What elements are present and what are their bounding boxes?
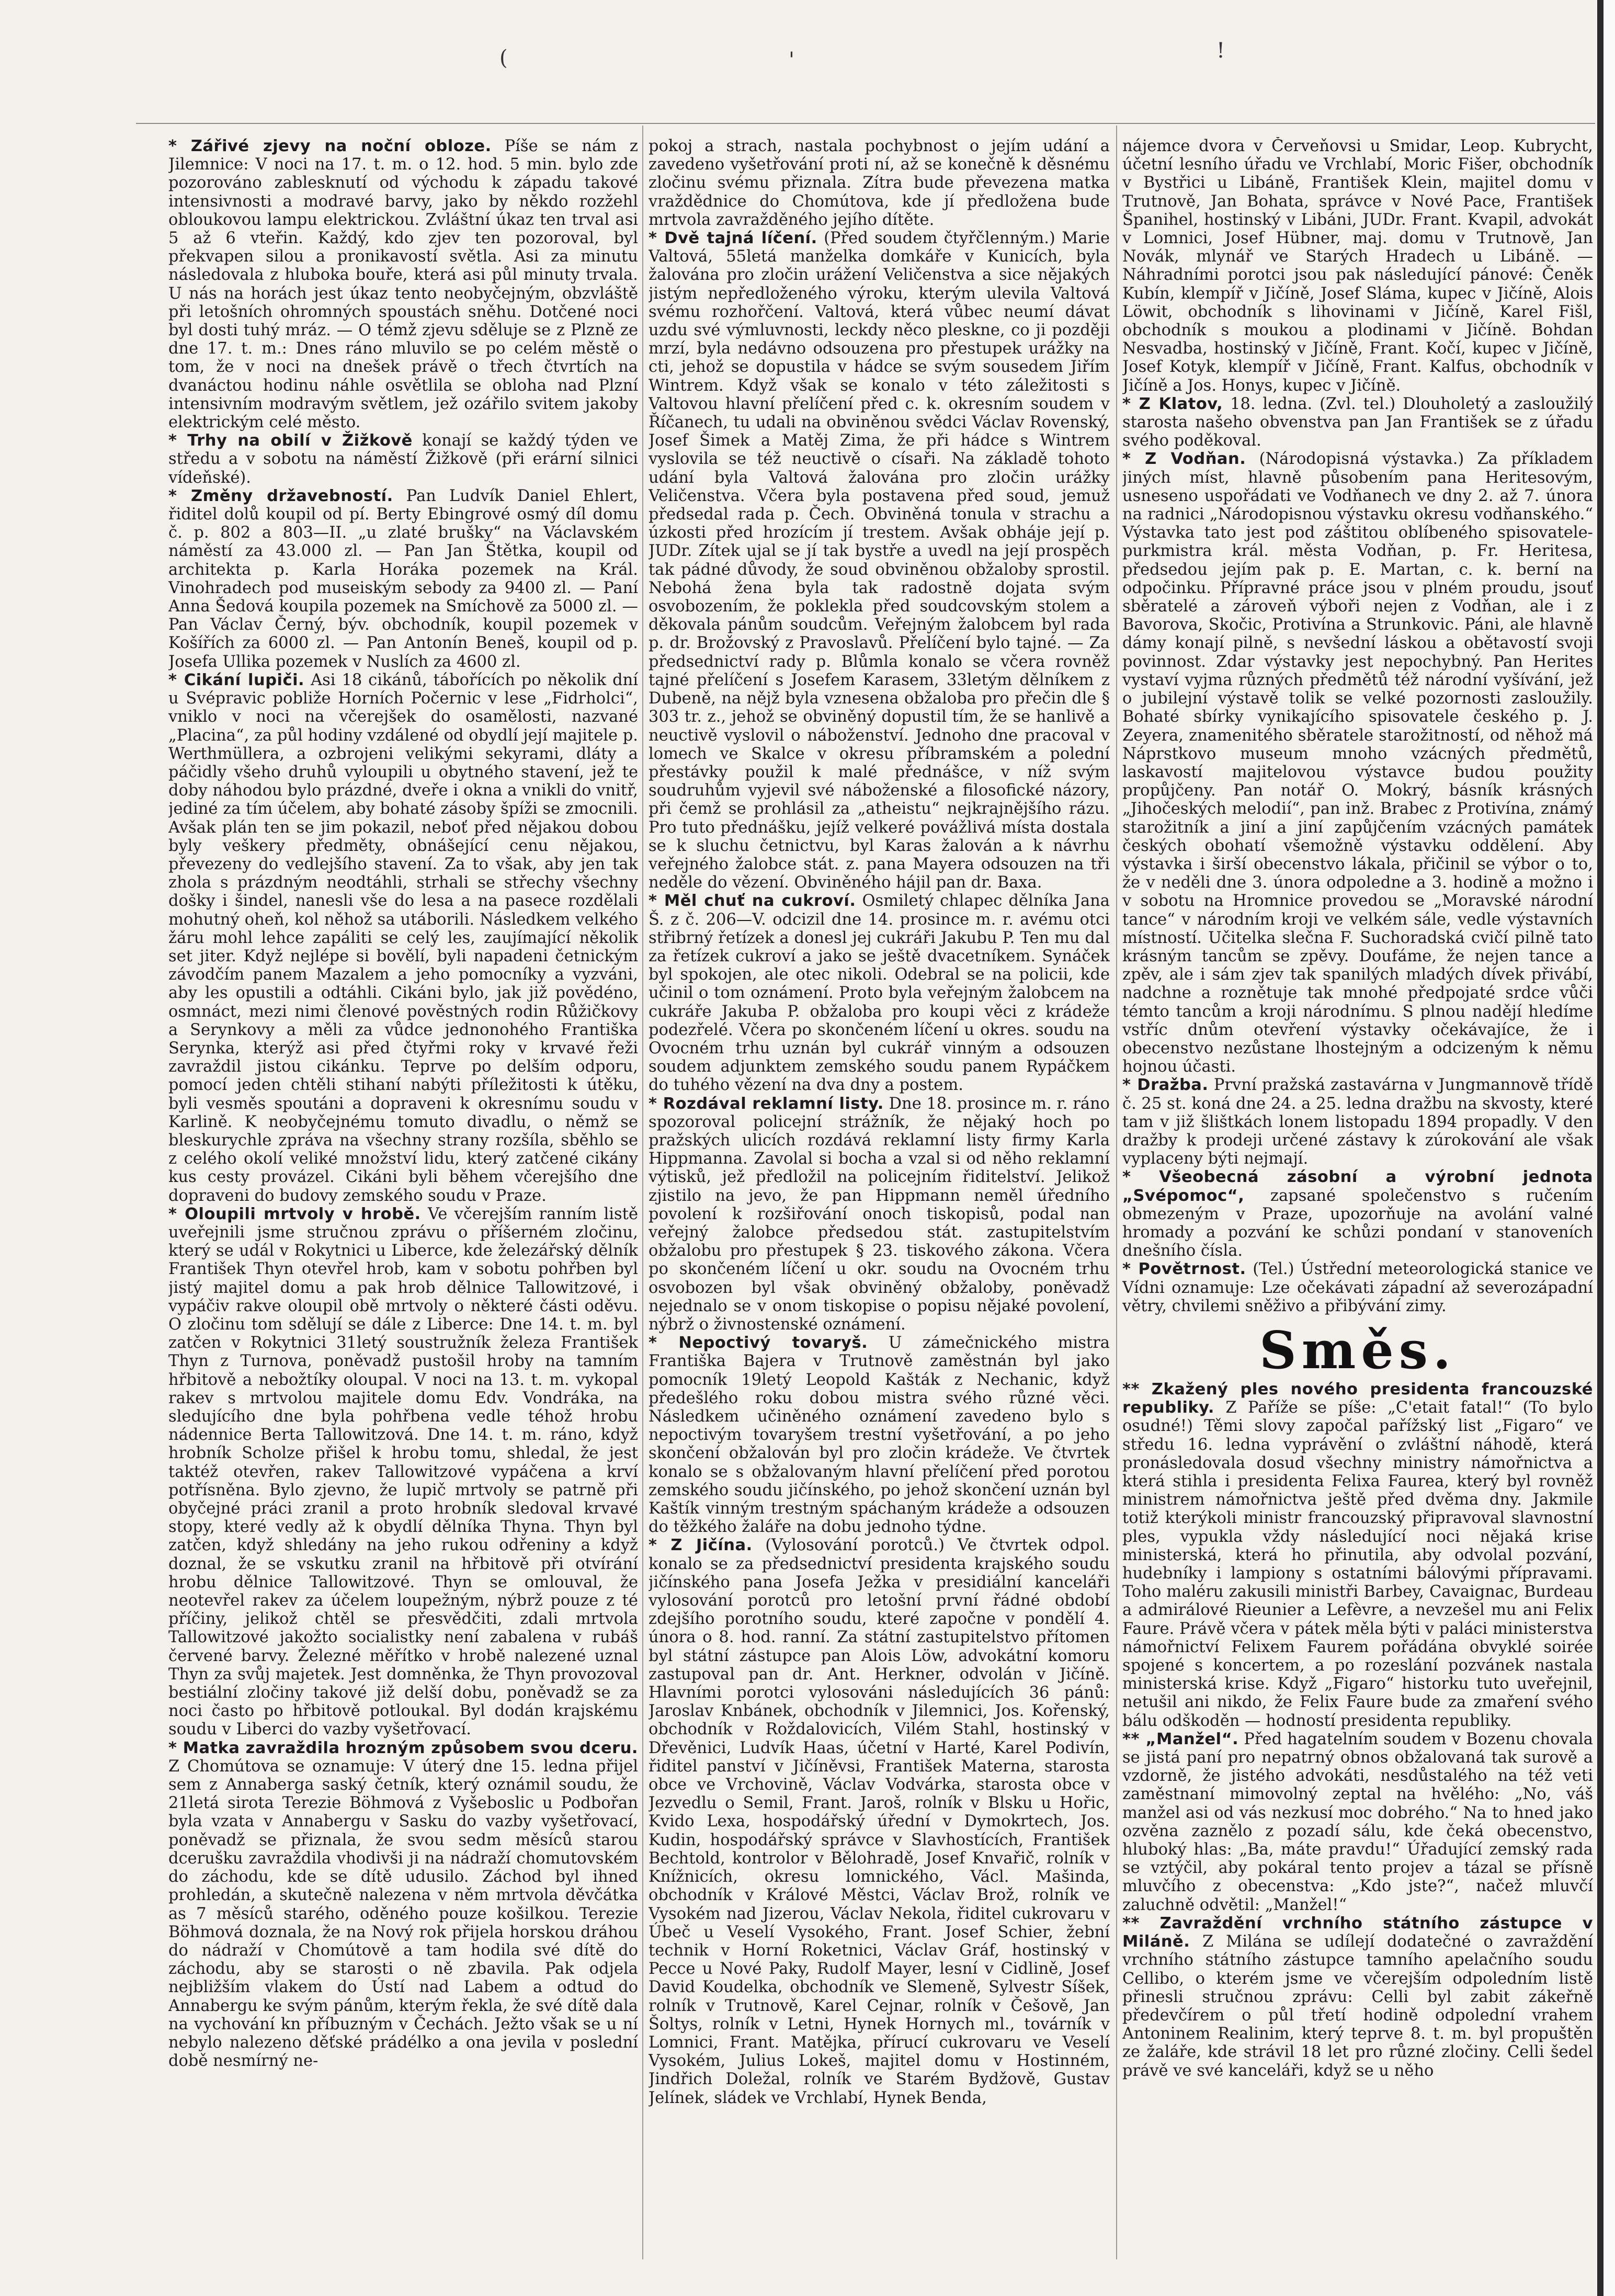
article-body: zapsané společenstvo s ručením obmezeným v Praze, upozorňuje na avolání valné hromady a pozvání ke schůzi pondaní v stanoveních dnešního čísla. [1122, 1186, 1593, 1260]
article-paragraph [1122, 1076, 1593, 1168]
article-headline: * Nepoctivý tovaryš. [649, 1334, 868, 1352]
article-body: pokoj a strach, nastala pochybnost o jejím udání a zavedeno vyšetřování proti ní, až se konečně k děsnému zločinu svému přiznala. Zítra bude převezena matka vraždědnice do Chomútova, kde jí předložena bude mrtvola zavražděného jejího dítěte. [649, 137, 1110, 229]
article-headline: * Z Vodňan. [1122, 450, 1246, 469]
article-body: Asi 18 cikánů, tábořících po několik dní u Svépravic pobliže Horních Počernic v lese „Fidrholci“, vniklo v noci na včerejšek do osamělosti, nazvané „Placina“, za půl hodiny vzdálené od obydlí její majitele p. Werthmüllera, a ozbrojeni velikými sekyrami, dláty a páčidly všeho druhů vyloupili u obytného stavení, jež te doby náhodou bylo prázdné, dveře i okna a vnikli do vnitř, jediné za tím účelem, aby bohaté zásoby špíži se zmocnili. Avšak plán ten se jim pokazil, neboť před nějakou dobou byly veškery předměty, obnášející cenu nějakou, převezeny do vedlejšího stavení. Za to však, aby jen tak zhola s prázdným neodtáhli, strhali se střechy všechny došky i šindel, nanesli vše do lesa a na pasece rozdělali mohutný oheň, kol něhož sa utáborili. Následkem velkého žáru mohl lehce zapáliti se celý les, zaujímající několik set jiter. Když nejlépe si bovělí, byli napadeni četnickým závodčím panem Mazalem a jeho pomocníky a vyzváni, aby les opustili a odtáhli. Cikáni bylo, jak již povědéno, osmnáct, mezi nimi členové pověstných rodin Růžičkovy a Serynkovy a měli za vůdce jednonohého Františka Serynka, kterýž asi před čtyřmi roky v krvavé řeži zavraždil jistou cikánku. Teprve po delším odporu, pomocí jeden chtěli stihaní nabýti příležitosti k útěku, byli vesměs spoutáni a dopraveni k okresnímu soudu v Karlině. K neobyčejnému tomuto divadlu, o němž se bleskurychle zpráva na všechny strany rozšíla, sběhlo se z celého okolí veliké množství lidu, který zatčené cikány kus cesty provázel. Cikáni byli během včerejšího dne dopraveni do budovy zemského soudu v Praze. [168, 670, 638, 1205]
page-mark-left: ( [499, 46, 508, 70]
article-paragraph [1122, 450, 1593, 1076]
column-rule-2 [1116, 126, 1117, 2259]
article-paragraph [168, 1205, 638, 1739]
article-headline: * Trhy na obilí v Žižkově [168, 431, 413, 450]
article-body: Z Chomútova se oznamuje: V úterý dne 15. ledna přijel sem z Annaberga saský četník, který oznámil soudu, že 21letá sirota Terezie Böhmová z Vyšeboslic u Podbořan byla vzata v Annabergu v Sasku do vazby vyšetřovací, poněvadž se přiznala, že svou sedm měsíců starou dcerušku zavraždila vhodivši ji na nádraží chomutovském do záchodu, kde se dítě udusilo. Záchod byl ihned prohledán, a skutečně nalezena v něm mrtvola děvčátka as 7 měsíců starého, oděného pouze košilkou. Terezie Böhmová doznala, že na Nový rok přijela horskou dráhou do nádraží v Chomútově a tam hodila své dítě do záchodu, aby se starosti o ně zbavila. Pak odjela nejbližším vlakem do Ústí nad Labem a odtud do Annabergu ke svým pánům, kterým řekla, že své dítě dala na vychování kn příbuzným v Čechách. Ježto však se u ní nebylo nalezeno děťské prádélko a ona jevila v poslední době nesmírný ne- [168, 1757, 638, 2071]
column-3 [1122, 137, 1593, 2271]
article-paragraph [1122, 1380, 1593, 1730]
article-headline: * Rozdával reklamní listy. [649, 1094, 884, 1113]
article-body: U zámečnického mistra Františka Bajera v Trutnově zaměstnán byl jako pomocník 19letý Leopold Kašták z Nechanic, když předešlého roku dobou mistra svého různé věci. Následkem učiněného oznámení zavedeno bylo s nepoctivým tovaryšem trestní vyšetřování, a po jeho skončení obžalován byl pro zločin krádeže. Ve čtvrtek konalo se s obžalovaným hlavní přelíčení před porotou zemského soudu jičínského, po jehož skončení uznán byl Kaštík vinným trestným spáchaným krádeže a odsouzen do těžkého žaláře na dobu jednoho týdne. [649, 1334, 1110, 1537]
article-paragraph [168, 671, 638, 1205]
section-title: Směs. [1259, 1321, 1457, 1381]
right-edge-bar [1597, 0, 1603, 2296]
article-paragraph [649, 229, 1110, 892]
article-headline: * Dvě tajná líčení. [649, 229, 817, 248]
article-paragraph [649, 892, 1110, 1094]
article-headline: ** „Manžel“. [1122, 1730, 1239, 1748]
article-headline: * Povětrnost. [1122, 1260, 1246, 1279]
article-headline: * Změny državebností. [168, 486, 393, 505]
article-body: Pan Ludvík Daniel Ehlert, řiditel dolů koupil od pí. Berty Ebingrové osmý díl domu č. p. 802 a 803—II. „u zlaté brušky“ na Václavském náměstí za 43.000 zl. — Pan Jan Štětka, koupil od architekta p. Karla Horáka pozemek na Král. Vinohradech pod museiským sebody za 9400 zl. — Paní Anna Šedová koupila pozemek na Smíchově za 5000 zl. — Pan Václav Černý, býv. obchodník, koupil pozemek v Košířích za 6000 zl. — Pan Antonín Beneš, koupil od p. Josefa Ullika pozemek v Nuslích za 4600 zl. [168, 486, 638, 671]
article-headline: ** Zavraždění vrchního státního zástupce v Miláně. [1122, 1914, 1593, 1951]
article-body: První pražská zastavárna v Jungmannově třídě č. 25 st. koná dne 24. a 25. ledna dražbu na skvosty, které tam v již šlištkách lonem listopadu 1894 propadly. V den dražby k prodeji určené zástavy k zúrokování ale však vyplaceny býti nejmají. [1122, 1076, 1593, 1168]
right-paper-edge [1603, 0, 1615, 2296]
article-headline: * Z Klatov, [1122, 394, 1223, 413]
article-headline: * Měl chuť na cukroví. [649, 892, 856, 911]
article-paragraph [168, 1739, 638, 2071]
article-headline: * Z Jičína. [649, 1536, 753, 1555]
article-paragraph [1122, 137, 1593, 395]
article-headline: * Dražba. [1122, 1076, 1209, 1095]
article-paragraph [168, 137, 638, 431]
article-body: Z Milána se udílejí dodatečné o zavraždění vrchního státního zástupce tamního apelačního soudu Cellibo, o kterém jsme ve včerejším odpoledním listě přinesli stručnou zprávu: Celli byl zabit zákeřně předevčírem o půl třetí hodině odpolední vrahem Antoninem Realinim, který teprve 8. t. m. byl propuštěn ze žaláře, kde strávil 18 let pro různé zločiny. Celli šedel právě ve své kanceláři, když se u něho [1122, 1933, 1593, 2080]
article-paragraph [1122, 1914, 1593, 2080]
article-paragraph [1122, 1730, 1593, 1914]
column-2 [649, 137, 1110, 2271]
article-body: Z Paříže se píše: „C'etait fatal!“ (To bylo osudné!) Těmi slovy započal pařížský list „Figaro“ ve středu 16. ledna vyprávění o zvláštní náhodě, která pronásledovala dosud všechny ministry námořnictva a která stihla i presidenta Felixa Faurea, který byl rovněž ministrem námořnictva ještě před dvěma dny. Jakmile totiž kterýkoli ministr francouzský připravoval slavnostní ples, vypukla vždy následující noci nějaká krise ministerská, která ho přinutila, aby odvolal pozvání, hudebníky i lampiony s ostatními bálovými přípravami. Toho maléru zakusili ministři Barbey, Cavaignac, Burdeau a admirálové Rieunier a Lefèvre, a nevzešel mu ani Felix Faure. Právě včera v pátek měla býti v paláci ministerstva námořnictví Felixem Faurem pořádána obvyklé soirée spojené s koncertem, a po rozeslání pozvánek nastala ministerská krise. Když „Figaro“ historku tuto uveřejnil, netušil ani nikdo, že Felix Faure bude za zmaření svého bálu odškoděn — hodností presidenta republiky. [1122, 1399, 1593, 1730]
page-mark-right: ! [1216, 39, 1225, 63]
article-body: Píše se nám z Jilemnice: V noci na 17. t. m. o 12. hod. 5 min. bylo zde pozorováno zablesknutí od východu k západu takové intensivnosti a modravé barvy, jako by někdo rozžehl obloukovou lampu elektrickou. Zvláštní úkaz ten trval asi 5 až 6 vteřin. Každý, kdo zjev ten pozoroval, byl překvapen silou a pronikavostí světla. Asi za minutu následovala z hluboka bouře, která asi půl minuty trvala. U nás na horách jest úkaz tento neobyčejným, obzvláště při letošních ohromných spoustách sněhu. Dotčené noci byl dosti tuhý mráz. — O témž zjevu sděluje se z Plzně ze dne 17. t. m.: Dnes ráno mluvilo se po celém městě o tom, že v noci na dnešek právě o třech čtvrtích na dvanáctou hodinu náhle osvětlila se obloha nad Plzní intensivním modravým světlem, jež ozářilo svitem jakoby elektrickým celé město. [168, 137, 638, 432]
article-body: Dne 18. prosince m. r. ráno spozoroval policejní strážník, že nějaký hoch po pražských ulicích rozdává reklamní listy firmy Karla Hippmanna. Zavolal si bocha a vzal si od něho reklamní výtisků, jež předložil na policejním řiditelství. Jelikož zjistilo na jevo, že pan Hippmann neměl úředního povolení k rozšiřování onoch tiskopisů, podal nan veřejný žalobce předsedou stát. zastupitelstvím obžalobu pro přestupek § 23. tiskového zákona. Včera po skončeném líčení u okr. soudu na Ovocném trhu osvobozen byl však obviněný obžaloby, poněvadž nejednalo se v onom tiskopise o popisu nějaké povolení, nýbrž o živnostenské oznámení. [649, 1094, 1110, 1334]
article-paragraph [649, 1095, 1110, 1334]
article-headline: * Oloupili mrtvoly v hrobě. [168, 1204, 421, 1223]
article-paragraph [1122, 1168, 1593, 1260]
column-1 [168, 137, 638, 2271]
article-paragraph [1122, 1260, 1593, 1315]
article-paragraph [1122, 395, 1593, 450]
top-rule [136, 123, 1595, 124]
article-headline: * Cikání lupiči. [168, 670, 305, 689]
article-body: nájemce dvora v Červeňovsi u Smidar, Leop. Kubrycht, účetní lesního úřadu ve Vrchlabí, Moric Fišer, obchodník v Bystřici u Libáně, František Klein, majitel domu v Trutnově, Jan Bohata, správce v Nové Pace, František Španihel, hostinský v Libáni, JUDr. Frant. Kvapil, advokát v Lomnici, Josef Hübner, maj. domu v Trutnově, Jan Novák, mlynář ve Starých Hradech u Libáně. — Náhradními porotci jsou pak následující pánové: Čeněk Kubín, klempíř v Jičíně, Josef Sláma, kupec v Jičíně, Alois Löwit, obchodník s lihovinami v Jičíně, Karel Fišl, obchodník s moukou a plodinami v Jičíně. Bohdan Nesvadba, hostinský v Jičíně, Frant. Kočí, kupec v Jičíně, Josef Kotyk, klempíř v Jičíně, Frant. Kalfus, obchodník v Jičíně a Jos. Honys, kupec v Jičíně. [1122, 137, 1593, 395]
article-body: (Před soudem čtyřčlenným.) Marie Valtová, 55letá manželka domkáře v Kunicích, byla žalována pro zločin urážení Veličenstva a sice nějakých jistým nepředloženého výroku, kterým ulevila Valtová svému rozhořčení. Valtová, která vůbec neumí dávat uzdu své výmluvnosti, leckdy něco plesknе, co ji později mrzí, byla nedávno odsouzena pro přestupek urážky na cti, jehož se dopustila v hádce se svým sousedem Jiřím Wintrem. Když však se konalo v této záležitosti s Valtovou hlavní přelíčení před c. k. okresním soudem v Říčanech, tu udali na obviněnou svědci Václav Rovenský, Josef Šimek a Matěj Zima, že při hádce s Wintrem vyslovila se též neuctivě o císaři. Na základě tohoto udání byla Valtová žalována pro zločin urážky Veličenstva. Včera byla postavena před soud, jemuž předsedal rada p. Čech. Obviněná tonula v strachu a úzkosti před hrozícím jí trestem. Avšak obháje její p. JUDr. Zítek ujal se jí tak bystře a uvedl na její prospěch tak pádné důvody, že soud obviněnou obžaloby sprostil. Nebohá žena byla tak radostně dojata svým osvobozením, že poklekla před soudcovským stolem a děkovala pánům soudcům. Veřejným žalobcem byl rada p. dr. Brožovský z Pravoslavů. Přelíčení bylo tajné. — Za předsednictví rady p. Blůmla konalo se včera rovněž tajné přelíčení s Josefem Karasem, 33letým dělníkem z Dubeně, na nějž byla vznesena obžaloba pro přečin dle § 303 tr. z., jehož se obviněný dopustil tím, že se hanlivě a neuctivě vyslovil o náboženství. Jednoho dne pracoval v lomech ve Skalce v okresu příbramském a polední přestávky použil k malé přednášce, v níž svým soudruhům vyjevil své náboženské a filosofické názory, při čemž se prohlásil za „atheistu“ nejkrajnějšího rázu. Pro tuto přednášku, jejíž velkeré povážlivá místa dostala se k sluchu četnictvu, byl Karas žalován a k návrhu veřejného žalobce stát. z. pana Mayera odsouzen na tři neděle do vězení. Obviněného hájil pan dr. Baxa. [649, 229, 1110, 892]
article-headline: * Matka zavraždila hrozným způsobem svou dceru. [168, 1738, 638, 1757]
article-body: konají se každý týden ve středu a v sobotu na náměstí Žižkově (při erární silnici vídeňské). [168, 431, 638, 487]
article-body: (Tel.) Ústřední meteorologická stanice ve Vídni oznamuje: Lze očekávati západní až severozápadní větry, chvilemi sněživo a přibývání zimy. [1122, 1260, 1593, 1315]
article-body: Ve včerejším ranním listě uveřejnili jsme stručnou zprávu o příšerném zločinu, který se udál v Rokytnici u Liberce, kde železářský dělník František Thyn otevřel hrob, kam v sobotu pohřben byl jistý majitel domu a pak hrob dělnice Tallowitzové, i vypáčiv rakve oloupil obě mrtvoly o některé části oděvu. O zločinu tom sdělují se dále z Liberce: Dne 14. t. m. byl zatčen v Rokytnici 31letý soustružník železa František Thyn z Turnova, poněvadž pustošil hroby na tamním hřbitově a nebožtíky oloupal. V noci na 13. t. m. vykopal rakev s mrtvolou majitele domu Edv. Vondráka, na sledujícího dne byla pohřbena vedle téhož hrobu nádennice Berta Tallowitzová. Dne 14. t. m. ráno, když hrobník Scholze přišel k hrobu tomu, shledal, že jest taktéž otevřen, rakev Tallowitzové vypáčena a krví potřísněna. Bylo zjevno, že lupič mrtvoly se patrně při obyčejné práci zranil a proto hrobník sledoval krvavé stopy, které vedly až k obydlí dělníka Thyna. Thyn byl zatčen, když shledány na jeho rukou odřeniny a když doznal, že se vskutku zranil na hřbitově při otvírání hrobu dělnice Tallowitzové. Thyn se omlouval, že neotevřel rakev za účelem loupežným, nýbrž pouze z té příčiny, jelikož chtěl se přesvědčiti, zdali mrtvola Tallowitzové jakožto socialistky není zabalena v rubáš červené barvy. Železné měřítko v hrobě nalezené uznal Thyn za svůj majetek. Jest domněnka, že Thyn provozoval bestiální zločiny takové již delší dobu, poněvadž se za noci často po hřbitově potloukal. Byl dodán krajskému soudu v Liberci do vazby vyšetřovací. [168, 1204, 638, 1739]
article-headline: * Zářivé zjevy na noční obloze. [168, 137, 492, 155]
page-mark-center: ' [789, 48, 794, 72]
article-body: Před hagatelním soudem v Bozenu chovala se jistá paní pro nepatrný obnos obžalovaná tak surově a vzdorně, že jistého advokáti, nesdůstalého na též veti zaměstnaní mimovolný zeptal na hvělého: „No, váš manžel asi od vás nezkusí moc dobrého.“ Na to hned jako ozvěna zaznělo z pozadí sálu, kde čeká obecenstvo, hluboký hlas: „Ba, máte pravdu!“ Úřadující zemský rada se vztýčil, aby pokáral tento projev a tázal se přísně mluvčího z obecenstva: „Kdo jste?“, načež mluvčí zaluchně odvětil: „Manžel!“ [1122, 1730, 1593, 1914]
article-body: 18. ledna. (Zvl. tel.) Dlouholetý a zasloužilý starosta našeho obvenstva pan Jan František se z úřadu svého poděkoval. [1122, 394, 1593, 450]
column-rule-1 [642, 126, 643, 2259]
article-paragraph [649, 1334, 1110, 1536]
article-headline: ** Zkažený ples nového presidenta francouzské republiky. [1122, 1380, 1593, 1417]
article-headline: * Všeobecná zásobní a výrobní jednota „Svépomoc“, [1122, 1168, 1593, 1205]
article-paragraph [168, 487, 638, 671]
article-body: (Národopisná výstavka.) Za příkladem jiných míst, hlavně působením pana Heritesovým, usneseno uspořádati ve Vodňanech ve dny 2. až 7. února na radnici „Národopisnou výstavku okresu vodňanského.“ Výstavka tato jest pod záštitou oblíbeného spisovatele-purkmistra král. města Vodňan, p. Fr. Heritesa, předsedou jejím pak p. E. Martan, c. k. berní na odpočinku. Přípravné práce jsou v plném proudu, jsouť sběratelé a zároveň výboři nejen z Vodňan, ale i z Bavorova, Skočic, Protivína a Strunkovic. Páni, ale hlavně dámy konají pilně, s nevšední láskou a obětavostí svoji povinnost. Zdar výstavky jest nepochybný. Pan Herites vystaví vyjma různých předmětů též národní vyšívání, jež o jubilejní výstavě tolik se velké pozornosti zasloužily. Bohaté sbírky vynikajícího spisovatele českého p. J. Zeyera, znamenitého sběratele starožitností, od něhož má Náprstkovo museum mnoho vzácných předmětů, laskavostí majitelovou výstavce budou použity propůjčeny. Pan notář O. Mokrý, básník krásných „Jihočeských melodií“, pan inž. Brabec z Protivína, známý starožitník a jiní a jiní zapůjčením vzácných památek českých obohatí všemožně výstavku oddělení. Aby výstavka i širší obecenstvo lákala, přičinil se výbor o to, že v neděli dne 3. února odpoledne a 3. hodině a možno i v sobotu na Hromnice provedou se „Moravské národní tance“ v národním kroji ve velkém sále, vedle výstavních místností. Učitelka slečna F. Suchoradská cvičí pilně tato krásným tancům se zpěvy. Doufáme, že nejen tance a zpěv, ale i sám zjev tak spanilých mladých dívek přivábí, nadchne a roznětuje tak mnohé předpojaté srdce vůči témto tancům a kroji národnímu. S plnou nadějí hledíme vstříc dnům otevření výstavky očekávajíce, že i obecenstvo nezůstane lhostejným a odcizeným k němu hojnou účasti. [1122, 450, 1593, 1076]
article-paragraph [168, 431, 638, 487]
article-body: (Vylosování porotců.) Ve čtvrtek odpol. konalo se za předsednictví presidenta krajského soudu jičínského pana Josefa Ježka v presidiální kanceláři vylosování porotců pro letošní první řádné období zdejšího porotního soudu, které započne v pondělí 4. února o 8. hod. ranní. Za státní zastupitelstvo přítomen byl státní zástupce pan Alois Löw, advokátní komoru zastupoval pan dr. Ant. Herkner, odvolán v Jičíně. Hlavními porotci vylosováni následujících 36 pánů: Jaroslav Knbánek, obchodník v Jilemnici, Jos. Kořenský, obchodník v Roždalovicích, Vilém Stahl, hostinský v Dřevěnici, Ludvík Haas, účetní v Harté, Karel Podivín, řiditel panství v Jičíněvsi, František Materna, starosta obce ve Vrchovině, Václav Vodvárka, starosta obce v Jezvedlu o Semil, Frant. Jaroš, rolník v Blsku u Hořic, Kvido Lexa, hospodářský úřední v Dymokrtech, Jos. Kudin, hospodářský správce v Slavhostících, František Bechtold, kontrolor v Bělohradě, Josef Knvařič, rolník v Knížnicích, okresu lomnického, Václ. Mašinda, obchodník v Králové Městci, Václav Brož, rolník ve Vysokém nad Jizerou, Václav Nekola, řiditel cukrovaru v Úbeč u Veselí Vysokého, Frant. Josef Schier, žební technik v Horní Roketnici, Václav Gráf, hostinský v Pecce u Nové Paky, Rudolf Mayer, lesní v Cidlině, Josef David Koudelka, obchodník ve Slemeně, Sylvestr Síšek, rolník v Trutnově, Karel Cejnar, rolník v Češově, Jan Šoltys, rolník v Letni, Hynek Hornych ml., továrník v Lomnici, Frant. Matějka, přírucí cukrovaru ve Veselí Vysokém, Julius Lokeš, majitel domu v Hostinném, Jindřich Doležal, rolník ve Starém Bydžově, Gustav Jelínek, sládek ve Vrchlabí, Hynek Benda, [649, 1536, 1110, 2107]
article-paragraph [649, 137, 1110, 229]
article-body: Osmiletý chlapec dělníka Jana Š. z č. 206—V. odcizil dne 14. prosince m. r. avému otci střibrný řetízek a donesl jej cukráři Jakubu P. Ten mu dal za řetízek cukroví a jako se ještě dvacetníkem. Synáček byl spokojen, ale otec nikoli. Odebral se na policii, kde učinil o tom oznámení. Proto byla veřejným žalobcem na cukráře Jakuba P. obžaloba pro koupi věci z krádeže podezřelé. Včera po skončeném líčení u okres. soudu na Ovocném trhu uznán byl cukrář vinným a odsouzen soudem adjunktem zemského soudu panem Rypáčkem do tuhého vězení na dva dny a postem. [649, 892, 1110, 1095]
article-paragraph [649, 1536, 1110, 2107]
